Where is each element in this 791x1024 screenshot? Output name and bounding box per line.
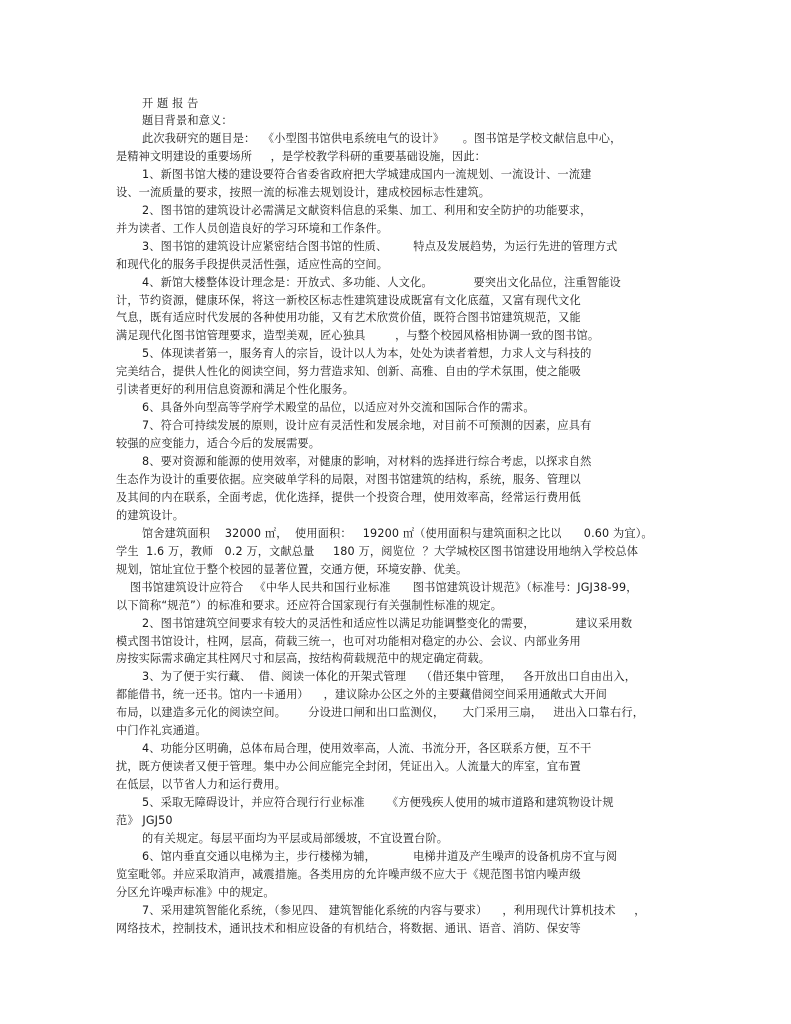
text-line: 并为读者、工作人员创造良好的学习环境和工作条件。 <box>116 222 389 235</box>
text-line: 8、要对资源和能源的使用效率，对健康的影响，对材料的选择进行综合考虑，以探求自然 <box>142 455 592 468</box>
text-line: 范》 JGJ50 <box>116 814 173 827</box>
text-line: 规划，馆址宜位于整个校园的显著位置，交通方便，环境安静、优美。 <box>116 563 468 576</box>
text-line: 模式图书馆设计，柱网，层高，荷载三统一，也可对功能相对稳定的办公、会议、内部业务用 <box>116 635 581 648</box>
text-line: 中门作礼宾通道。 <box>116 724 207 737</box>
text-line: 7、采用建筑智能化系统，（参见四、 建筑智能化系统的内容与要求） ，利用现代计算机技术 ， <box>142 904 646 917</box>
text-line: 的有关规定。每层平面均为平层或局部缓坡，不宜设置台阶。 <box>142 832 449 845</box>
text-line: 较强的应变能力，适合今后的发展需要。 <box>116 437 321 450</box>
text-line: 扰，既方便读者又便于管理。集中办公间应能完全封闭，凭证出入。人流量大的库室，宜布置 <box>116 760 581 773</box>
text-line: 是精神文明建设的重要场所 ，是学校教学科研的重要基础设施，因此： <box>116 150 486 163</box>
text-line: 7、符合可持续发展的原则，设计应有灵活性和发展余地，对目前不可预测的因素，应具有 <box>142 419 592 432</box>
text-line: 以下简称“规范”）的标准和要求。还应符合国家现行有关强制性标准的规定。 <box>116 599 503 612</box>
text-line: 生态作为设计的重要依据。应突破单学科的局限，对图书馆建筑的结构，系统，服务、管理以 <box>116 473 581 486</box>
text-line: 都能借书，统一还书。馆内一卡通用） ，建议除办公区之外的主要藏借阅空间采用通敞式大开间 <box>116 688 608 701</box>
text-line: 满足现代化图书馆管理要求，造型美观，匠心独具 ，与整个校园风格相协调一致的图书馆。 <box>116 329 600 342</box>
text-line: 5、体现读者第一，服务育人的宗旨，设计以人为本，处处为读者着想，力求人文与科技的 <box>142 347 592 360</box>
text-line: 气息，既有适应时代发展的各种使用功能，又有艺术欣赏价值，既符合图书馆建筑规范，又能 <box>116 311 581 324</box>
text-line: 馆舍建筑面积 32000 ㎡， 使用面积： 19200 ㎡（使用面积与建筑面积之比以 0.60 为宜）。 <box>142 527 653 540</box>
text-line: 和现代化的服务手段提供灵活性强，适应性高的空间。 <box>116 258 389 271</box>
report-heading: 开 题 报 告 <box>142 97 199 110</box>
text-line: 计，节约资源，健康环保，将这一新校区标志性建筑建设成既富有文化底蕴，又富有现代文化 <box>116 294 581 307</box>
text-line: 图书馆建筑设计应符合 《中华人民共和国行业标准 图书馆建筑设计规范》（标准号：JGJ38-99， <box>130 581 638 594</box>
text-line: 房按实际需求确定其柱网尺寸和层高，按结构荷载规范中的规定确定荷载。 <box>116 652 491 665</box>
text-line: 的建筑设计。 <box>116 509 185 522</box>
text-line: 2、图书馆的建筑设计必需满足文献资料信息的采集、加工、利用和安全防护的功能要求， <box>142 204 592 217</box>
text-line: 分区允许噪声标准》中的规定。 <box>116 886 275 899</box>
text-line: 3、为了便于实行藏、 借、阅读一体化的开架式管理 （借还集中管理， 各开放出口自由出入， <box>142 670 637 683</box>
text-line: 此次我研究的题目是： 《小型图书馆供电系统电气的设计》 。图书馆是学校文献信息中心， <box>142 132 622 145</box>
text-line: 及其间的内在联系，全面考虑，优化选择，提供一个投资合理，使用效率高，经常运行费用低 <box>116 491 581 504</box>
text-line: 4、功能分区明确，总体布局合理，使用效率高，人流、书流分开，各区联系方便，互不干 <box>142 742 592 755</box>
text-line: 1、新图书馆大楼的建设要符合省委省政府把大学城建成国内一流规划、一流设计、一流建 <box>142 168 592 181</box>
text-line: 3、图书馆的建筑设计应紧密结合图书馆的性质、 特点及发展趋势，为运行先进的管理方式 <box>142 240 618 253</box>
text-line: 引读者更好的利用信息资源和满足个性化服务。 <box>116 383 355 396</box>
text-line: 6、具备外向型高等学府学术殿堂的品位，以适应对外交流和国际合作的需求。 <box>142 401 535 414</box>
text-line: 5、采取无障碍设计，并应符合现行行业标准 《方便残疾人使用的城市道路和建筑物设计规 <box>142 796 614 809</box>
text-line: 2、图书馆建筑空间要求有较大的灵活性和适应性以满足功能调整变化的需要， 建议采用数 <box>142 617 633 630</box>
text-line: 览室毗邻。并应采取消声，减震措施。各类用房的允许噪声级不应大于《规范图书馆内噪声级 <box>116 868 581 881</box>
text-line: 完美结合，提供人性化的阅读空间，努力营造求知、创新、高雅、自由的学术氛围，使之能吸 <box>116 365 581 378</box>
text-line: 6、馆内垂直交通以电梯为主，步行楼梯为辅， 电梯井道及产生噪声的设备机房不宜与阅 <box>142 850 618 863</box>
text-line: 在低层，以节省人力和运行费用。 <box>116 778 287 791</box>
text-line: 网络技术，控制技术，通讯技术和相应设备的有机结合，将数据、通讯、语音、消防、保安等 <box>116 922 581 935</box>
text-line: 学生 1.6 万，教师 0.2 万，文献总量 180 万，阅览位 ？大学城校区图书馆建设用地纳入学校总体 <box>116 545 639 558</box>
text-line: 4、新馆大楼整体设计理念是：开放式、多功能、人文化。 要突出文化品位，注重智能设 <box>142 276 621 289</box>
text-line: 布局，以建造多元化的阅读空间。 分设进口闸和出口监测仪， 大门采用三扇， 进出入口靠右行， <box>116 706 645 719</box>
text-line: 设、一流质量的要求，按照一流的标准去规划设计，建成校园标志性建筑。 <box>116 186 491 199</box>
section-title: 题目背景和意义： <box>142 114 233 127</box>
